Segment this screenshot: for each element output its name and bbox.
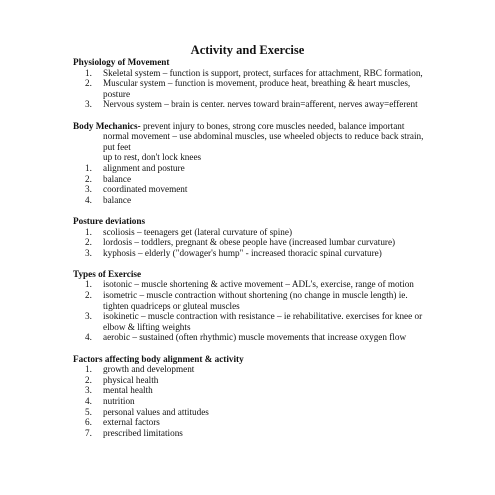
list-item (73, 332, 433, 343)
list-item (73, 375, 433, 386)
item-number: 7. (85, 427, 92, 438)
item-text: kyphosis – elderly ("dowager's hump" - increased thoracic spinal curvature) (103, 247, 382, 258)
item-text: scoliosis – teenagers get (lateral curvature of spine) (103, 226, 293, 237)
item-number: 4. (85, 194, 92, 205)
section-heading-posture: Posture deviations (73, 215, 146, 226)
list-item (73, 290, 433, 311)
item-number: 2. (85, 237, 92, 248)
item-number: 3. (85, 247, 92, 258)
item-text: mental health (103, 385, 153, 396)
item-number: 3. (85, 385, 92, 396)
list-item (73, 68, 433, 79)
item-number: 3. (85, 311, 92, 322)
list-item (73, 385, 433, 396)
item-text: personal values and attitudes (103, 406, 209, 417)
note-line: normal movement – use abdominal muscles, use wheeled objects to reduce back strain, put feet (103, 131, 424, 152)
section-heading-body-mechanics-rest: prevent injury to bones, strong core muscles needed, balance important (140, 120, 405, 131)
list-item (73, 227, 433, 238)
list-item (73, 237, 433, 248)
item-text: Skeletal system – function is support, protect, surfaces for attachment, RBC formation, (103, 67, 423, 78)
item-number: 2. (85, 290, 92, 301)
section-heading-exercise: Types of Exercise (73, 268, 142, 279)
list-item (73, 78, 433, 99)
item-number: 2. (85, 78, 92, 89)
item-text: isometric – muscle contraction without shortening (no change in muscle length) ie. tighten quadriceps or gluteal muscles (103, 290, 408, 311)
item-number: 4. (85, 332, 92, 343)
item-text: alignment and posture (103, 162, 185, 173)
list-item (73, 428, 433, 439)
item-text: isotonic – muscle shortening & active movement – ADL's, exercise, range of motion (103, 279, 414, 290)
item-number: 2. (85, 374, 92, 385)
list-exercise (73, 279, 433, 343)
section-heading-factors: Factors affecting body alignment & activity (73, 353, 244, 364)
item-number: 1. (85, 67, 92, 78)
item-text: balance (103, 173, 132, 184)
item-number: 1. (85, 279, 92, 290)
list-item (73, 184, 433, 195)
note-line: up to rest, don't lock knees (103, 152, 202, 163)
item-text: Nervous system – brain is center. nerves toward brain=afferent, nerves away=efferent (103, 99, 418, 110)
list-item (73, 195, 433, 206)
list-item (73, 248, 433, 259)
section-factors (73, 354, 433, 439)
item-text: growth and development (103, 364, 195, 375)
list-item (73, 396, 433, 407)
section-body-mechanics (73, 121, 433, 206)
list-item (73, 99, 433, 110)
list-item (73, 407, 433, 418)
section-heading-body-mechanics: Body Mechanics- (73, 120, 141, 131)
section-posture (73, 216, 433, 258)
list-item (73, 311, 433, 332)
section-physiology (73, 57, 433, 110)
list-item (73, 174, 433, 185)
item-text: prescribed limitations (103, 427, 183, 438)
item-number: 1. (85, 364, 92, 375)
item-number: 1. (85, 226, 92, 237)
list-item (73, 279, 433, 290)
item-number: 5. (85, 406, 92, 417)
list-physiology (73, 68, 433, 110)
item-number: 4. (85, 396, 92, 406)
item-text: coordinated movement (103, 184, 188, 195)
item-number: 2. (85, 173, 92, 184)
list-body-mechanics (73, 163, 433, 205)
list-item (73, 364, 433, 375)
section-heading-physiology: Physiology of Movement (73, 57, 170, 67)
document-body (73, 57, 433, 449)
list-item (73, 163, 433, 174)
list-factors (73, 364, 433, 438)
item-number: 1. (85, 162, 92, 173)
item-number: 6. (85, 417, 92, 428)
item-text: Muscular system – function is movement, produce heat, breathing & heart muscles, posture (103, 78, 411, 99)
item-text: lordosis – toddlers, pregnant & obese people have (increased lumbar curvature) (103, 237, 396, 248)
section-exercise (73, 269, 433, 343)
list-item (73, 417, 433, 428)
item-text: nutrition (103, 396, 135, 406)
item-text: isokinetic – muscle contraction with resistance – ie rehabilitative. exercises for knee or elbow & lifting weights (103, 311, 423, 332)
item-number: 3. (85, 99, 92, 110)
item-text: external factors (103, 417, 160, 428)
item-text: physical health (103, 374, 159, 385)
list-posture (73, 227, 433, 259)
item-number: 3. (85, 184, 92, 195)
item-text: balance (103, 194, 132, 205)
item-text: aerobic – sustained (often rhythmic) muscle movements that increase oxygen flow (103, 332, 407, 343)
page-title: Activity and Exercise (190, 43, 305, 57)
